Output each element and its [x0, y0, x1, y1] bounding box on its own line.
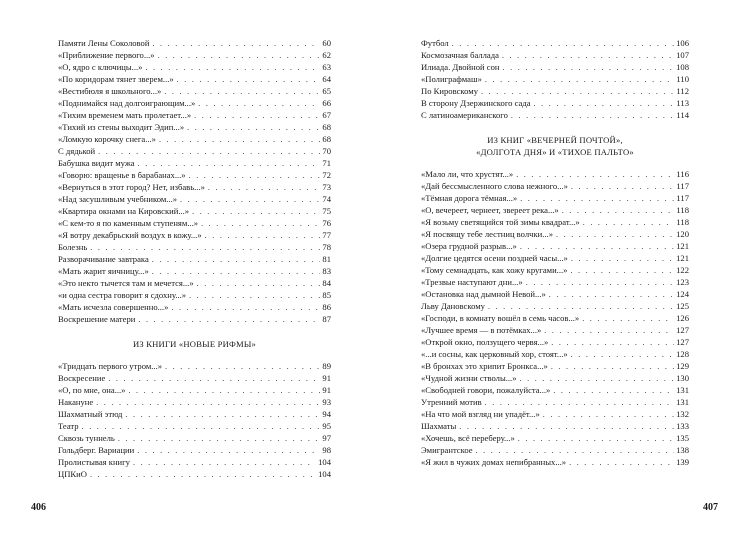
- dot-leader: [198, 98, 320, 110]
- toc-entry: [421, 444, 689, 456]
- entry-title: «Тридцать первого утром...»: [58, 361, 163, 371]
- entry-title: Льву Дановскому: [421, 301, 485, 311]
- dot-leader: [197, 278, 321, 290]
- entry-title: Бабушка видит мужа: [58, 158, 135, 168]
- dot-leader: [556, 229, 674, 241]
- entry-page-number: 104: [318, 469, 331, 479]
- entry-page-number: 86: [322, 302, 331, 312]
- entry-page-number: 91: [322, 385, 331, 395]
- entry-page-number: 67: [322, 110, 331, 120]
- entry-page-number: 131: [676, 385, 689, 395]
- toc-entry: [58, 277, 331, 289]
- toc-entry: [421, 109, 689, 121]
- toc-entry: [58, 456, 331, 468]
- toc-entry: [58, 372, 331, 384]
- section-heading-line1: ИЗ КНИГ «ВЕЧЕРНЕЙ ПОЧТОЙ»,: [487, 135, 623, 145]
- entry-page-number: 114: [676, 110, 689, 120]
- entry-page-number: 135: [676, 433, 689, 443]
- entry-page-number: 118: [676, 205, 689, 215]
- entry-title: «Я посвящу тебе лестниц волчки...»: [421, 229, 553, 239]
- toc-entry: [421, 73, 689, 85]
- dot-leader: [549, 289, 674, 301]
- dot-leader: [177, 74, 321, 86]
- entry-page-number: 98: [322, 445, 331, 455]
- entry-page-number: 78: [322, 242, 331, 252]
- dot-leader: [187, 122, 320, 134]
- entry-title: «Вестибюля я школьного...»: [58, 86, 162, 96]
- dot-leader: [208, 182, 321, 194]
- entry-page-number: 127: [676, 325, 689, 335]
- toc-entry: [58, 301, 331, 313]
- entry-page-number: 121: [676, 241, 689, 251]
- entry-page-number: 133: [676, 421, 689, 431]
- entry-page-number: 126: [676, 313, 689, 323]
- dot-leader: [205, 230, 321, 242]
- entry-page-number: 104: [318, 457, 331, 467]
- entry-page-number: 124: [676, 289, 689, 299]
- toc-entry: [58, 396, 331, 408]
- entry-title: Утренний мотив: [421, 397, 482, 407]
- entry-title: «Вернуться в этот город? Нет, избавь...»: [58, 182, 205, 192]
- dot-leader: [553, 385, 674, 397]
- entry-title: С дядькой: [58, 146, 96, 156]
- entry-title: Сквозь туннель: [58, 433, 115, 443]
- entry-page-number: 122: [676, 265, 689, 275]
- dot-leader: [571, 253, 674, 265]
- toc-entry: [421, 372, 689, 384]
- entry-page-number: 113: [676, 98, 689, 108]
- toc-entry: [58, 121, 331, 133]
- entry-page-number: 84: [322, 278, 331, 288]
- entry-page-number: 117: [676, 193, 689, 203]
- entry-page-number: 118: [676, 217, 689, 227]
- dot-leader: [158, 50, 321, 62]
- entry-title: Футбол: [421, 38, 449, 48]
- toc-entry: [421, 432, 689, 444]
- entry-page-number: 125: [676, 301, 689, 311]
- entry-title: Космозачная баллада: [421, 50, 499, 60]
- entry-page-number: 76: [322, 218, 331, 228]
- dot-leader: [503, 62, 675, 74]
- entry-page-number: 108: [676, 62, 689, 72]
- entry-page-number: 107: [676, 50, 689, 60]
- entry-page-number: 81: [322, 254, 331, 264]
- toc-entry: [58, 384, 331, 396]
- entry-title: «Ломкую корочку снега...»: [58, 134, 156, 144]
- entry-title: «Господи, в комнату вошёл в семь часов...»: [421, 313, 580, 323]
- toc-entry: [421, 252, 689, 264]
- dot-leader: [551, 361, 674, 373]
- entry-page-number: 71: [322, 158, 331, 168]
- toc-entry: [421, 49, 689, 61]
- dot-leader: [569, 457, 674, 469]
- toc-entry: [421, 384, 689, 396]
- entry-title: Пролистывая книгу: [58, 457, 130, 467]
- entry-title: «По коридорам тянет зверем...»: [58, 74, 174, 84]
- entry-page-number: 89: [322, 361, 331, 371]
- toc-entry: [421, 240, 689, 252]
- dot-leader: [96, 397, 320, 409]
- entry-page-number: 116: [676, 169, 689, 179]
- entry-title: ЦПКиО: [58, 469, 87, 479]
- right-page: [421, 37, 689, 468]
- toc-entry: [58, 265, 331, 277]
- entry-page-number: 70: [322, 146, 331, 156]
- entry-title: «О, ядро с ключицы...»: [58, 62, 143, 72]
- entry-page-number: 85: [322, 290, 331, 300]
- toc-entry: [421, 168, 689, 180]
- entry-title: «Приближение первого...»: [58, 50, 155, 60]
- entry-title: Шахматы: [421, 421, 457, 431]
- entry-title: Воскрешение матери: [58, 314, 136, 324]
- entry-title: «Озера грудной разрыв...»: [421, 241, 517, 251]
- entry-page-number: 95: [322, 421, 331, 431]
- dot-leader: [125, 409, 320, 421]
- entry-page-number: 91: [322, 373, 331, 383]
- toc-entry: [421, 360, 689, 372]
- entry-page-number: 131: [676, 397, 689, 407]
- page-number: 407: [703, 502, 718, 513]
- page-number: 406: [31, 502, 46, 513]
- dot-leader: [485, 74, 675, 86]
- toc-entry: [421, 420, 689, 432]
- dot-leader: [189, 290, 320, 302]
- dot-leader: [544, 325, 674, 337]
- entry-page-number: 72: [322, 170, 331, 180]
- entry-title: Разворачивание завтрака: [58, 254, 149, 264]
- entry-page-number: 130: [676, 373, 689, 383]
- dot-leader: [138, 314, 320, 326]
- entry-page-number: 94: [322, 409, 331, 419]
- entry-title: «Я жил в чужих домах непибранных...»: [421, 457, 567, 467]
- dot-leader: [152, 254, 321, 266]
- entry-title: «и одна сестра говорит я сдохну...»: [58, 290, 187, 300]
- toc-entry: [58, 157, 331, 169]
- dot-leader: [180, 194, 320, 206]
- entry-page-number: 128: [676, 349, 689, 359]
- toc-entry: [58, 420, 331, 432]
- dot-leader: [171, 302, 320, 314]
- entry-page-number: 139: [676, 457, 689, 467]
- entry-page-number: 75: [322, 206, 331, 216]
- dot-leader: [108, 373, 320, 385]
- entry-title: «Говорю: вращенье в барабанах...»: [58, 170, 186, 180]
- toc-entry: [58, 229, 331, 241]
- toc-entry: [421, 228, 689, 240]
- entry-page-number: 129: [676, 361, 689, 371]
- toc-entry: [58, 49, 331, 61]
- toc-entry: [58, 444, 331, 456]
- entry-title: «Мало ли, что хрустят...»: [421, 169, 514, 179]
- entry-title: Памяти Лены Соколовой: [58, 38, 150, 48]
- toc-entry: [421, 348, 689, 360]
- toc-entry: [421, 97, 689, 109]
- toc-entry: [58, 468, 331, 480]
- entry-title: «...и сосны, как церковный хор, стоят...»: [421, 349, 568, 359]
- dot-leader: [583, 217, 675, 229]
- toc-list: [421, 168, 689, 468]
- entry-title: «Тихим временем мать пролетает...»: [58, 110, 192, 120]
- toc-entry: [58, 37, 331, 49]
- toc-entry: [58, 253, 331, 265]
- toc-entry: [58, 360, 331, 372]
- entry-title: «С кем-то я по каменным ступеням...»: [58, 218, 199, 228]
- toc-entry: [421, 288, 689, 300]
- entry-page-number: 138: [676, 445, 689, 455]
- entry-title: «Лучшее время — в потёмках...»: [421, 325, 542, 335]
- entry-page-number: 127: [676, 337, 689, 347]
- dot-leader: [137, 445, 320, 457]
- dot-leader: [159, 134, 320, 146]
- toc-entry: [421, 37, 689, 49]
- entry-page-number: 68: [322, 122, 331, 132]
- dot-leader: [511, 110, 675, 122]
- entry-title: «О, вечереет, чернеет, звереет река...»: [421, 205, 559, 215]
- toc-entry: [58, 73, 331, 85]
- entry-page-number: 62: [322, 50, 331, 60]
- left-page: [58, 37, 331, 480]
- entry-page-number: 63: [322, 62, 331, 72]
- toc-entry: [58, 145, 331, 157]
- entry-page-number: 97: [322, 433, 331, 443]
- entry-title: По Кировскому: [421, 86, 479, 96]
- toc-entry: [58, 97, 331, 109]
- entry-title: «Полиграфмаш»: [421, 74, 482, 84]
- entry-title: «Квартира окнами на Кировский...»: [58, 206, 190, 216]
- section-heading-line2: «ДОЛГОТА ДНЯ» И «ТИХОЕ ПАЛЬТО»: [476, 147, 634, 157]
- entry-page-number: 64: [322, 74, 331, 84]
- entry-title: «Я возьму светящийся той зимы квадрат...»: [421, 217, 580, 227]
- toc-entry: [421, 180, 689, 192]
- entry-page-number: 106: [676, 38, 689, 48]
- entry-page-number: 83: [322, 266, 331, 276]
- toc-entry: [421, 300, 689, 312]
- dot-leader: [543, 409, 674, 421]
- toc-entry: [58, 109, 331, 121]
- toc-list: [58, 360, 331, 480]
- entry-page-number: 110: [676, 74, 689, 84]
- dot-leader: [90, 469, 316, 481]
- entry-title: В сторону Дзержинского сада: [421, 98, 531, 108]
- dot-leader: [189, 170, 321, 182]
- toc-entry: [58, 217, 331, 229]
- dot-leader: [192, 206, 320, 218]
- entry-title: Илиада. Двойной сон: [421, 62, 500, 72]
- entry-page-number: 87: [322, 314, 331, 324]
- toc-entry: [421, 192, 689, 204]
- dot-leader: [502, 50, 674, 62]
- entry-title: «Это некто тычется там и мечется...»: [58, 278, 194, 288]
- toc-entry: [421, 408, 689, 420]
- dot-leader: [570, 265, 674, 277]
- entry-title: «Тихий из стены выходит Эдип...»: [58, 122, 185, 132]
- entry-title: «Трезвые наступают дни...»: [421, 277, 523, 287]
- entry-page-number: 77: [322, 230, 331, 240]
- toc-entry: [421, 336, 689, 348]
- toc-entry: [58, 181, 331, 193]
- toc-entry: [421, 456, 689, 468]
- toc-entry: [58, 432, 331, 444]
- entry-page-number: 117: [676, 181, 689, 191]
- entry-page-number: 120: [676, 229, 689, 239]
- entry-title: Эмигрантское: [421, 445, 473, 455]
- toc-entry: [58, 408, 331, 420]
- entry-title: «Долгие цедятся осени поздней часы...»: [421, 253, 568, 263]
- entry-page-number: 132: [676, 409, 689, 419]
- toc-entry: [58, 193, 331, 205]
- entry-title: Гольдберг. Вариации: [58, 445, 135, 455]
- toc-entry: [421, 216, 689, 228]
- toc-entry: [58, 289, 331, 301]
- toc-entry: [58, 313, 331, 325]
- dot-leader: [201, 218, 320, 230]
- toc-entry: [421, 324, 689, 336]
- entry-page-number: 121: [676, 253, 689, 263]
- entry-page-number: 65: [322, 86, 331, 96]
- entry-title: «Остановка над дымной Невой...»: [421, 289, 546, 299]
- toc-entry: [58, 241, 331, 253]
- toc-entry: [421, 204, 689, 216]
- dot-leader: [571, 349, 674, 361]
- dot-leader: [152, 38, 320, 50]
- entry-title: «Открой окно, ползущего червя...»: [421, 337, 549, 347]
- toc-entry: [421, 312, 689, 324]
- toc-entry: [58, 133, 331, 145]
- entry-title: «На что мой взгляд ни упадёт...»: [421, 409, 540, 419]
- toc-entry: [421, 264, 689, 276]
- entry-title: «В бронхах это хрипит Бронкса...»: [421, 361, 548, 371]
- entry-title: Воскресение: [58, 373, 106, 383]
- toc-entry: [421, 396, 689, 408]
- entry-title: Накануне: [58, 397, 94, 407]
- entry-title: «Дай бессмысленного слова нежного...»: [421, 181, 568, 191]
- entry-title: «Чудной жизни стволы...»: [421, 373, 517, 383]
- entry-page-number: 66: [322, 98, 331, 108]
- entry-title: «Тому семнадцать, как хожу кругами...»: [421, 265, 568, 275]
- entry-title: Театр: [58, 421, 79, 431]
- entry-title: «Свободней говори, пожалуйста...»: [421, 385, 551, 395]
- entry-title: Болезнь: [58, 242, 88, 252]
- entry-title: «О, по мне, она...»: [58, 385, 126, 395]
- toc-entry: [421, 61, 689, 73]
- toc-entry: [58, 205, 331, 217]
- dot-leader: [165, 361, 320, 373]
- entry-page-number: 93: [322, 397, 331, 407]
- entry-page-number: 60: [322, 38, 331, 48]
- entry-page-number: 74: [322, 194, 331, 204]
- toc-entry: [58, 85, 331, 97]
- entry-page-number: 73: [322, 182, 331, 192]
- entry-title: «Я вотру декабрьский воздух в кожу...»: [58, 230, 202, 240]
- toc-entry: [421, 85, 689, 97]
- toc-list: [421, 37, 689, 121]
- entry-page-number: 112: [676, 86, 689, 96]
- dot-leader: [571, 181, 675, 193]
- entry-title: «Тёмная дорога тёмная...»: [421, 193, 518, 203]
- entry-title: Шахматный этюд: [58, 409, 123, 419]
- toc-entry: [58, 169, 331, 181]
- entry-title: «Над засушливым учебником...»: [58, 194, 178, 204]
- dot-leader: [518, 433, 674, 445]
- dot-leader: [582, 313, 674, 325]
- toc-list: [58, 37, 331, 325]
- dot-leader: [133, 457, 316, 469]
- entry-title: «Мать исчезла совершенно...»: [58, 302, 169, 312]
- entry-title: «Мать жарит яичницу...»: [58, 266, 149, 276]
- entry-page-number: 123: [676, 277, 689, 287]
- dot-leader: [194, 110, 320, 122]
- toc-entry: [58, 61, 331, 73]
- dot-leader: [128, 385, 320, 397]
- entry-page-number: 68: [322, 134, 331, 144]
- entry-title: «Поднимайся над долгоиграющим...»: [58, 98, 196, 108]
- toc-entry: [421, 276, 689, 288]
- section-heading: ИЗ КНИГИ «НОВЫЕ РИФМЫ»: [132, 339, 257, 349]
- entry-title: С латиноамериканского: [421, 110, 508, 120]
- entry-title: «Хочешь, всё переберу...»: [421, 433, 515, 443]
- dot-leader: [534, 98, 675, 110]
- dot-leader: [118, 433, 321, 445]
